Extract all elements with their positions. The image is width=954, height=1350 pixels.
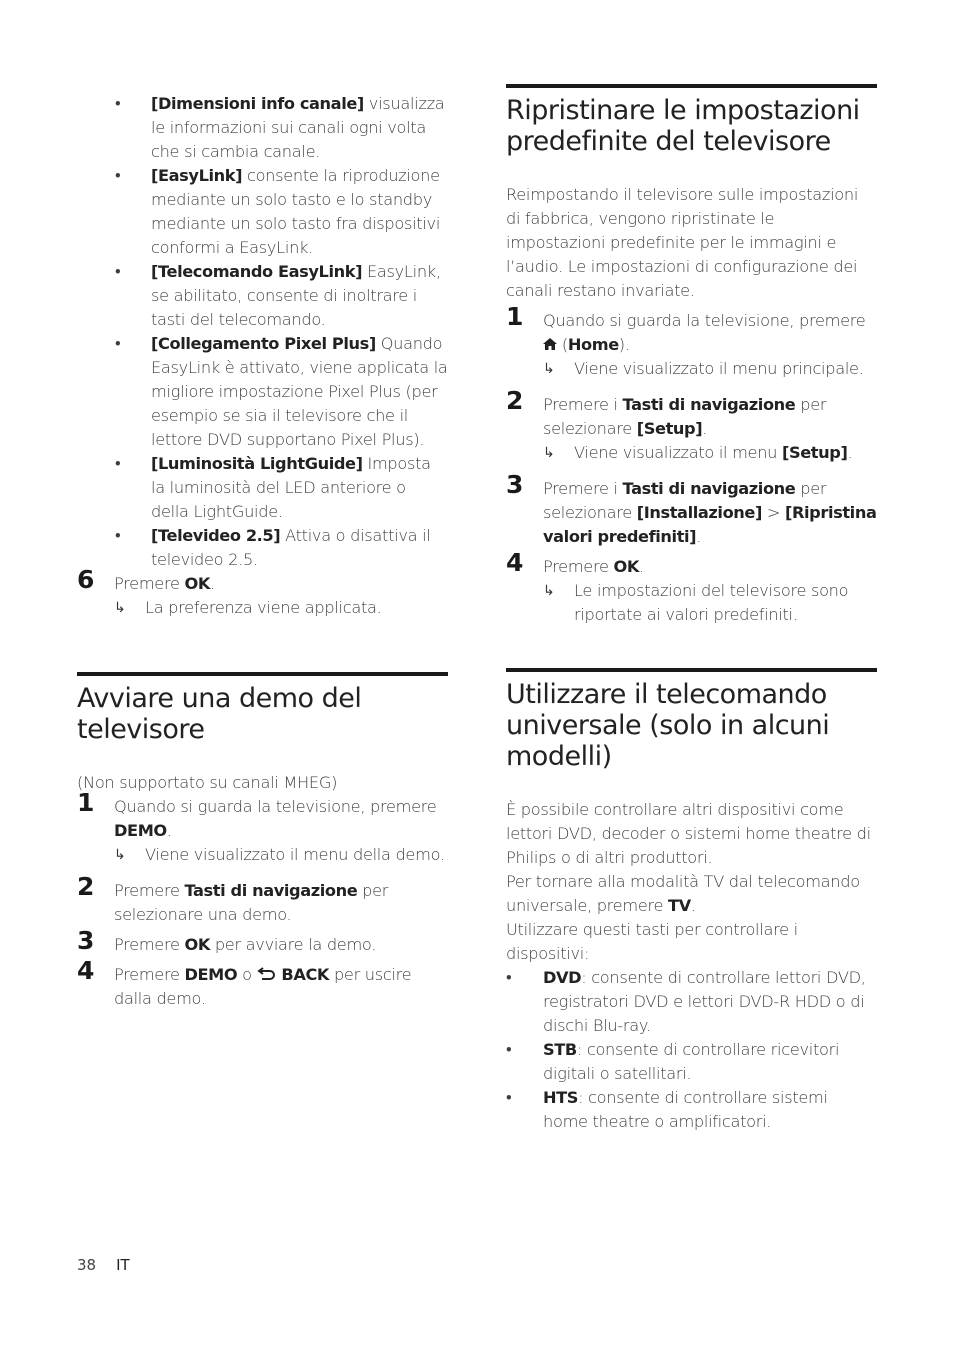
section-title: Utilizzare il telecomando universale (solo in alcuni modelli) — [506, 679, 830, 772]
universal-para-2 — [506, 870, 877, 918]
step-4 — [506, 548, 877, 627]
bullet-icon: • — [506, 968, 512, 987]
device-desc: : consente di controllare ricevitori digitali o satellitari. — [543, 1040, 840, 1083]
device-key: HTS — [543, 1088, 579, 1107]
step-number: 3 — [506, 470, 524, 499]
result-arrow-icon: ↳ — [114, 847, 126, 863]
demo-note: (Non supportato su canali MHEG) — [77, 773, 338, 792]
menu-label: [Setup] — [781, 443, 848, 462]
step-text: . — [166, 821, 172, 840]
step-result — [543, 357, 877, 381]
step-text: . — [638, 557, 644, 576]
step-text: per selezionare — [543, 395, 827, 438]
list-item — [77, 164, 448, 260]
back-icon — [257, 963, 277, 987]
setting-term: [Luminosità LightGuide] — [151, 454, 363, 473]
step-text: per selezionare — [543, 479, 827, 522]
universal-para-3: Utilizzare questi tasti per controllare i dispositivi: — [506, 920, 798, 963]
setting-term: [Telecomando EasyLink] — [151, 262, 363, 281]
list-item — [77, 92, 448, 164]
step-text: . — [209, 574, 215, 593]
device-key: STB — [543, 1040, 577, 1059]
list-item — [506, 1038, 877, 1086]
step-text: o — [237, 965, 257, 984]
menu-label: [Ripristina valori predefiniti] — [543, 503, 877, 546]
result-text: . — [847, 443, 853, 462]
reset-section — [506, 84, 877, 627]
step-3 — [77, 926, 448, 957]
result-text: Le impostazioni del televisore sono riportate ai valori predefiniti. — [574, 581, 849, 624]
device-desc: : consente di controllare lettori DVD, registratori DVD e lettori DVD-R HDD o di dischi Blu-ray. — [543, 968, 866, 1035]
key-label: Tasti di navigazione — [184, 881, 358, 900]
bullet-icon: • — [115, 334, 121, 353]
step-2 — [506, 386, 877, 465]
step-number: 1 — [506, 302, 524, 331]
step-3 — [506, 470, 877, 549]
result-arrow-icon: ↳ — [543, 361, 555, 377]
step-text: > — [762, 503, 785, 522]
universal-remote-section — [506, 668, 877, 1134]
step-text: Quando si guarda la televisione, premere — [114, 797, 437, 816]
step-1 — [506, 302, 877, 381]
step-text: Premere — [543, 557, 614, 576]
menu-label: [Installazione] — [636, 503, 762, 522]
step-number: 2 — [77, 872, 95, 901]
step-text: ( — [557, 335, 568, 354]
result-text: Viene visualizzato il menu della demo. — [145, 845, 445, 864]
result-text: Viene visualizzato il menu — [574, 443, 782, 462]
section-divider — [506, 84, 877, 88]
para-text: Per tornare alla modalità TV dal telecomando universale, premere — [506, 872, 860, 915]
device-key: DVD — [543, 968, 582, 987]
setting-term: [Televideo 2.5] — [151, 526, 281, 545]
bullet-icon: • — [115, 526, 121, 545]
step-result — [114, 843, 448, 867]
step-2 — [77, 872, 448, 927]
page-footer — [77, 1256, 130, 1274]
device-desc: : consente di controllare sistemi home theatre o amplificatori. — [543, 1088, 828, 1131]
demo-section — [77, 672, 448, 1011]
step-number: 3 — [77, 926, 95, 955]
setting-term: [Dimensioni info canale] — [151, 94, 364, 113]
step-text: per uscire dalla demo. — [114, 965, 412, 1008]
key-label: OK — [184, 935, 210, 954]
section-divider — [77, 672, 448, 676]
step-result — [114, 596, 448, 620]
result-text: Viene visualizzato il menu principale. — [574, 359, 864, 378]
step-text: per selezionare una demo. — [114, 881, 389, 924]
step-text: ). — [618, 335, 630, 354]
step-number: 2 — [506, 386, 524, 415]
key-label: BACK — [281, 965, 330, 984]
list-item — [77, 524, 448, 572]
step-number: 4 — [506, 548, 524, 577]
key-label: Tasti di navigazione — [622, 395, 796, 414]
setting-term: [EasyLink] — [151, 166, 243, 185]
page-number: 38 — [77, 1256, 97, 1274]
step-result — [543, 579, 877, 627]
list-item — [77, 260, 448, 332]
step-text: Quando si guarda la televisione, premere — [543, 311, 866, 330]
key-label: OK — [613, 557, 639, 576]
bullet-icon: • — [115, 454, 121, 473]
section-divider — [506, 668, 877, 672]
step-text: per avviare la demo. — [209, 935, 377, 954]
step-result — [543, 441, 877, 465]
step-6 — [77, 565, 448, 620]
setting-term: [Collegamento Pixel Plus] — [151, 334, 376, 353]
step-text: . — [702, 419, 708, 438]
section-title: Ripristinare le impostazioni predefinite del televisore — [506, 95, 860, 157]
home-icon — [543, 333, 557, 357]
result-arrow-icon: ↳ — [543, 583, 555, 599]
reset-intro: Reimpostando il televisore sulle impostazioni di fabbrica, vengono ripristinate le impostazioni predefinite per le immagini e l’audio. Le impostazioni di configurazione dei canali restano invariate. — [506, 185, 859, 300]
step-text: Premere — [114, 935, 185, 954]
language-code: IT — [116, 1256, 130, 1274]
step-1 — [77, 788, 448, 867]
list-item — [77, 332, 448, 452]
menu-label: [Setup] — [636, 419, 703, 438]
step-number: 4 — [77, 956, 95, 985]
list-item — [77, 452, 448, 524]
key-label: DEMO — [114, 821, 167, 840]
setting-desc: EasyLink, se abilitato, consente di inoltrare i tasti del telecomando. — [151, 262, 441, 329]
setting-desc: Quando EasyLink è attivato, viene applicata la migliore impostazione Pixel Plus (per esempio se sia il televisore che il lettore DVD supportano Pixel Plus). — [151, 334, 448, 449]
key-label: TV — [667, 896, 691, 915]
setting-desc: Imposta la luminosità del LED anteriore o della LightGuide. — [151, 454, 431, 521]
step-text: Premere — [114, 881, 185, 900]
step-text: Premere i — [543, 479, 623, 498]
key-label: Home — [567, 335, 619, 354]
result-arrow-icon: ↳ — [543, 445, 555, 461]
step-number: 1 — [77, 788, 95, 817]
list-item — [506, 966, 877, 1038]
bullet-icon: • — [115, 94, 121, 113]
key-label: Tasti di navigazione — [622, 479, 796, 498]
step-4 — [77, 956, 448, 1011]
result-arrow-icon: ↳ — [114, 600, 126, 616]
para-text: . — [690, 896, 696, 915]
step-text: . — [696, 527, 702, 546]
section-title: Avviare una demo del televisore — [77, 683, 362, 745]
setting-desc: Attiva o disattiva il televideo 2.5. — [151, 526, 431, 569]
bullet-icon: • — [506, 1040, 512, 1059]
setting-desc: consente la riproduzione mediante un solo tasto e lo standby mediante un solo tasto fra dispositivi conformi a EasyLink. — [151, 166, 441, 257]
setting-desc: visualizza le informazioni sui canali ogni volta che si cambia canale. — [151, 94, 445, 161]
key-label: DEMO — [184, 965, 238, 984]
bullet-icon: • — [506, 1088, 512, 1107]
result-text: La preferenza viene applicata. — [145, 598, 382, 617]
step-text: Premere — [114, 574, 185, 593]
list-item — [506, 1086, 877, 1134]
step-text: Premere i — [543, 395, 623, 414]
step-number: 6 — [77, 565, 95, 594]
bullet-icon: • — [115, 262, 121, 281]
universal-para-1: È possibile controllare altri dispositivi come lettori DVD, decoder o sistemi home theatre di Philips o di altri produttori. — [506, 800, 871, 867]
left-top-section — [77, 92, 448, 620]
step-text: Premere — [114, 965, 185, 984]
bullet-icon: • — [115, 166, 121, 185]
key-label: OK — [184, 574, 210, 593]
